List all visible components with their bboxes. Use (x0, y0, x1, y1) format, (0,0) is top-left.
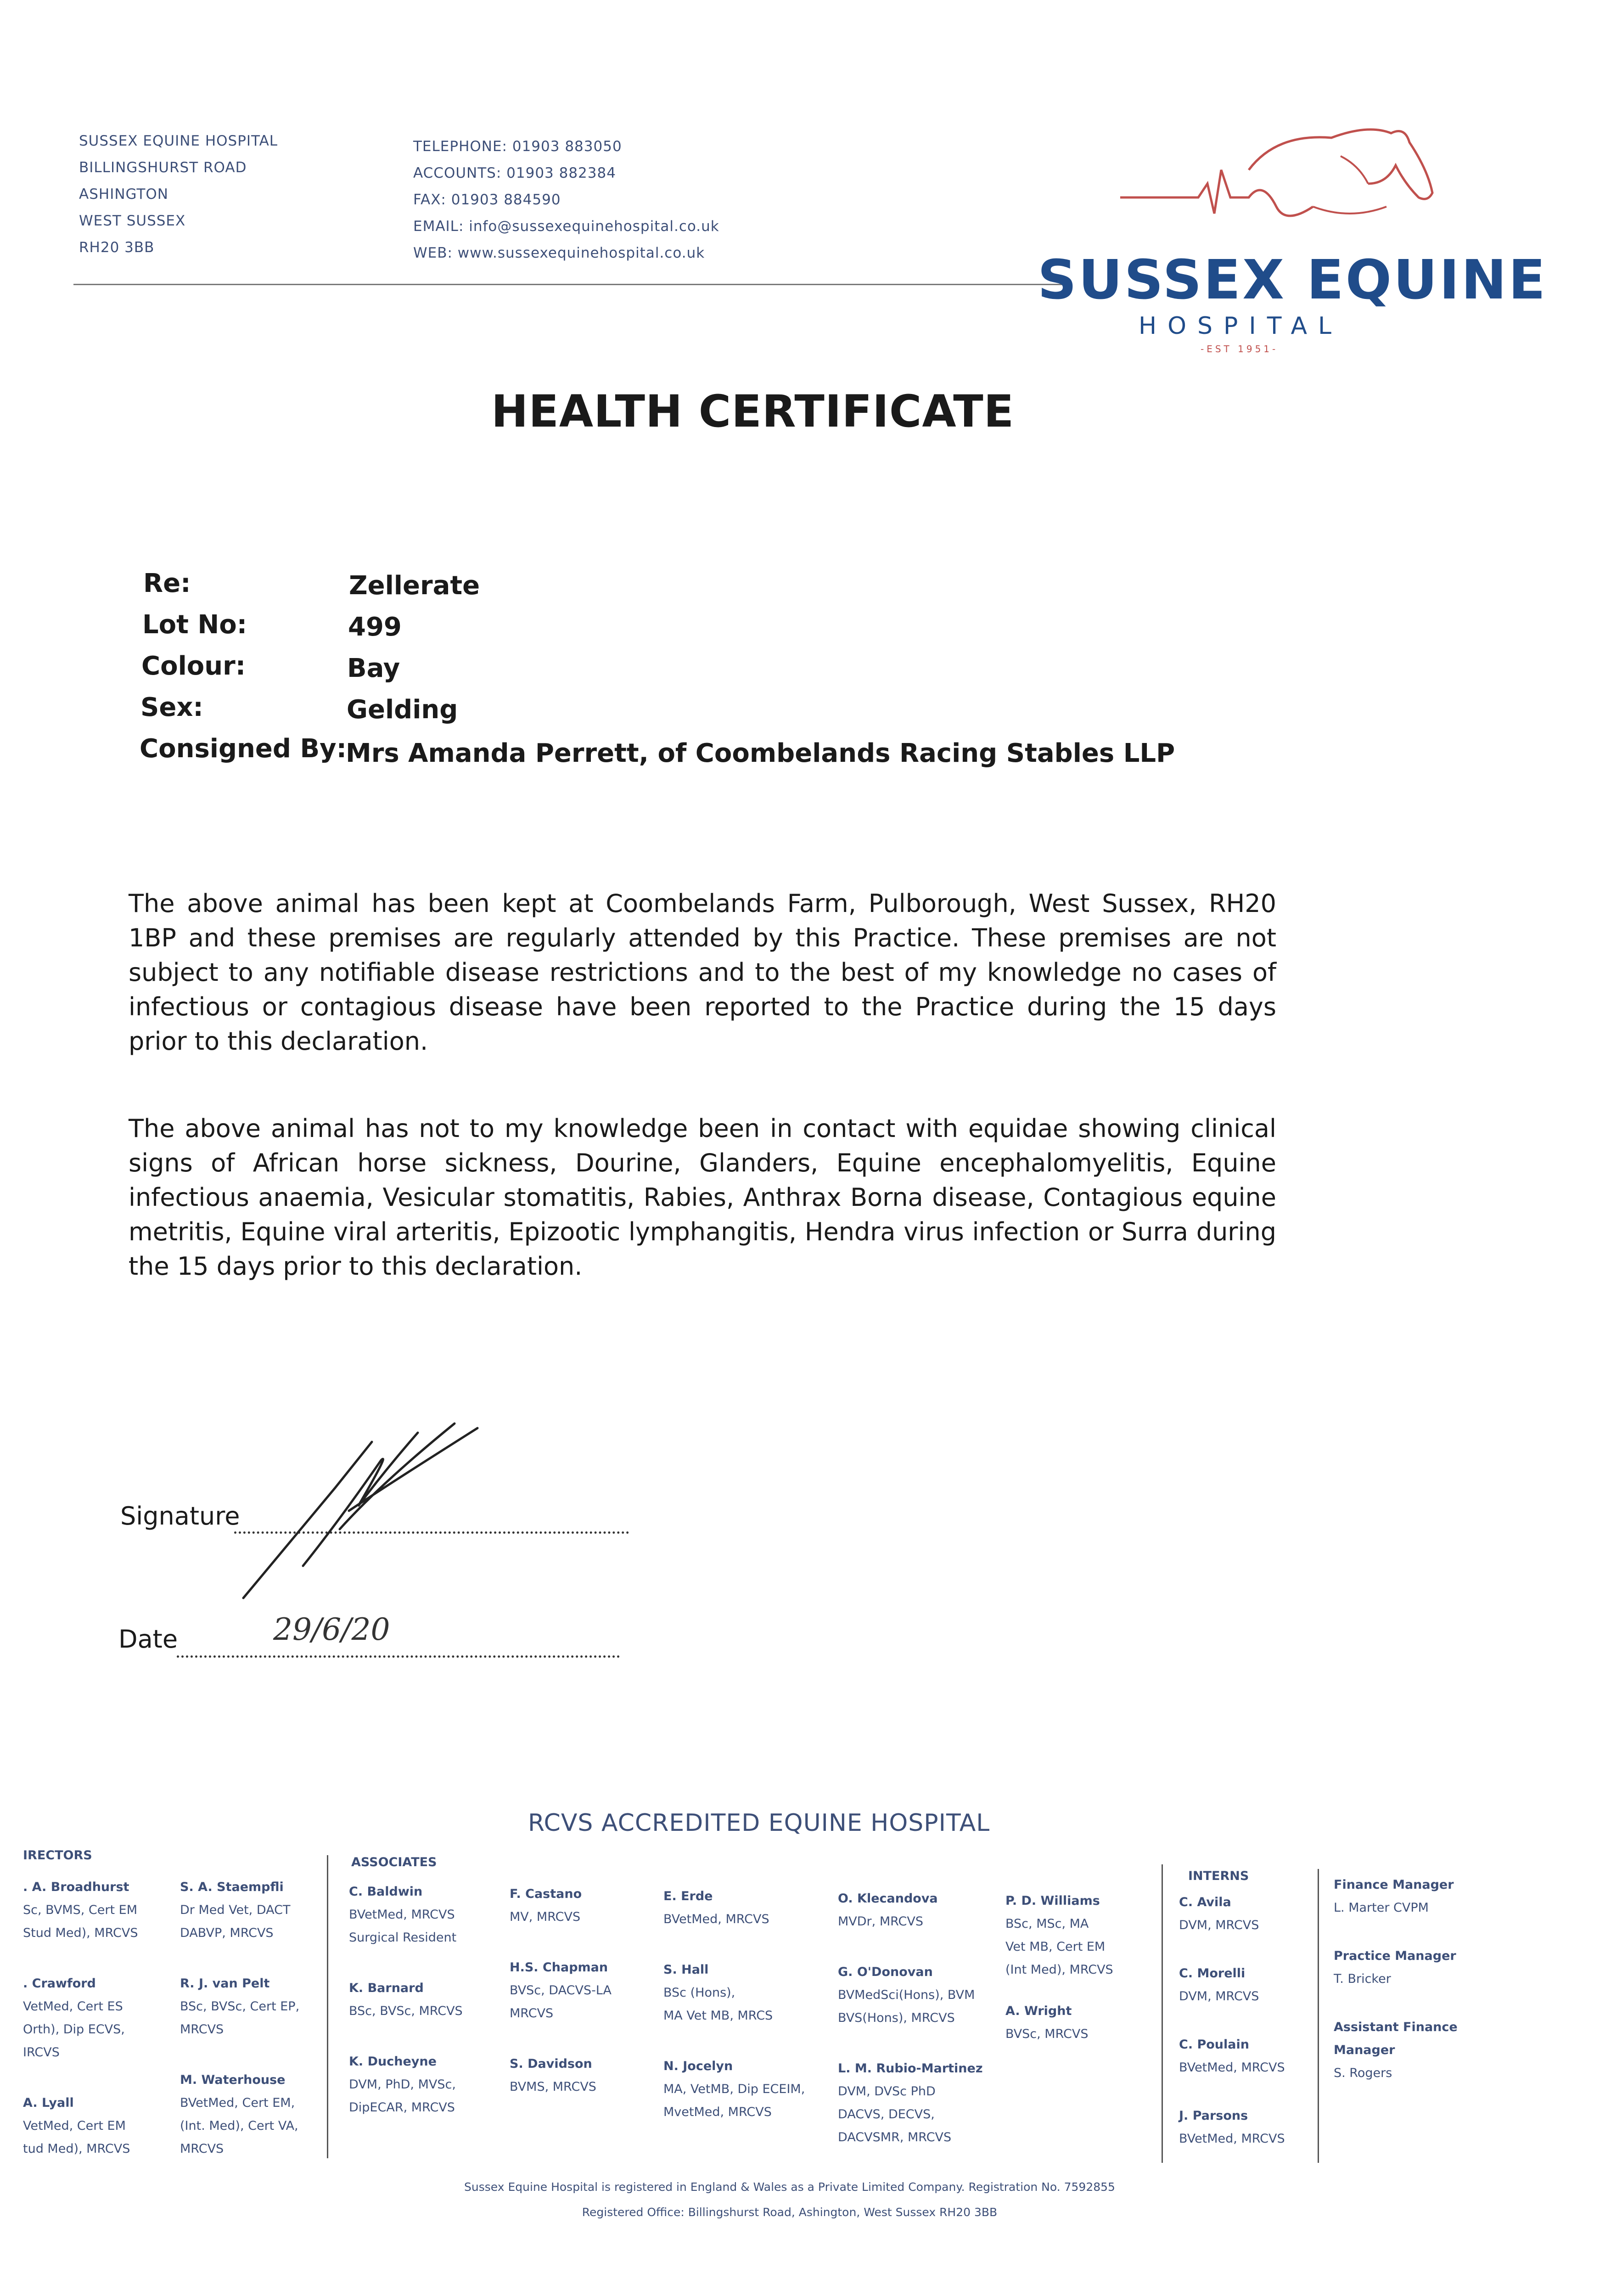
staff-quals: BSc, BVSc, MRCVS (349, 2004, 463, 2018)
staff-quals: tud Med), MRCVS (23, 2142, 130, 2156)
telephone: TELEPHONE: 01903 883050 (413, 138, 622, 155)
staff-name: P. D. Williams (1005, 1894, 1100, 1908)
footer-divider (327, 1855, 328, 2158)
staff-name: L. Marter CVPM (1334, 1901, 1429, 1915)
staff-quals: BVSc, DACVS-LA (510, 1983, 612, 1998)
management-col (1334, 1874, 1471, 2085)
staff-name: E. Erde (663, 1889, 713, 1903)
staff-name: S. Davidson (510, 2057, 592, 2071)
staff-quals: DACVS, DECVS, (838, 2107, 935, 2122)
footer-divider (1318, 1869, 1319, 2163)
staff-quals: DipECAR, MRCVS (349, 2100, 455, 2115)
staff-name: K. Barnard (349, 1981, 424, 1995)
staff-quals: MRCVS (180, 2142, 224, 2156)
staff-quals: DABVP, MRCVS (180, 1926, 274, 1940)
detail-label-consigned: Consigned By: (140, 734, 347, 764)
registered-office-line: Registered Office: Billingshurst Road, Ashington, West Sussex RH20 3BB (582, 2206, 998, 2219)
staff-quals: BVetMed, MRCVS (663, 1912, 769, 1926)
staff-name: L. M. Rubio-Martinez (838, 2061, 983, 2076)
staff-quals: Stud Med), MRCVS (23, 1926, 138, 1940)
staff-quals: DVM, DVSc PhD (838, 2084, 936, 2099)
detail-value-lot: 499 (348, 612, 402, 642)
associates-col-5 (1005, 1890, 1113, 2046)
detail-value-consigned: Mrs Amanda Perrett, of Coombelands Racing Stables LLP (346, 738, 1175, 768)
staff-quals: VetMed, Cert ES (23, 1999, 123, 2014)
page-title: HEALTH CERTIFICATE (491, 386, 1015, 437)
staff-quals: (Int. Med), Cert VA, (180, 2119, 298, 2133)
accreditation-heading: RCVS ACCREDITED EQUINE HOSPITAL (528, 1809, 990, 1837)
logo-established: -EST 1951- (1201, 343, 1279, 355)
staff-quals: BVetMed, MRCVS (1179, 2060, 1285, 2075)
detail-label-lot: Lot No: (142, 610, 247, 640)
header-rule (73, 284, 1070, 285)
staff-quals: DVM, PhD, MVSc, (349, 2077, 456, 2092)
staff-name: C. Avila (1179, 1895, 1231, 1909)
staff-quals: MA Vet MB, MRCS (663, 2009, 773, 2023)
footer-divider (1162, 1864, 1163, 2163)
interns-col (1179, 1891, 1285, 2150)
date-value: 29/6/20 (273, 1612, 390, 1647)
staff-quals: MRCVS (180, 2022, 224, 2037)
staff-quals: MA, VetMB, Dip ECEIM, (663, 2082, 805, 2096)
associates-heading: ASSOCIATES (351, 1855, 437, 1869)
logo-subtitle: HOSPITAL (1139, 312, 1343, 340)
staff-quals: IRCVS (23, 2045, 60, 2060)
staff-quals: BSc (Hons), (663, 1986, 735, 2000)
horse-heartbeat-logo-icon (1111, 115, 1442, 253)
signature-label: Signature (120, 1502, 240, 1531)
staff-quals: BSc, MSc, MA (1005, 1917, 1089, 1931)
staff-quals: BVetMed, MRCVS (349, 1908, 455, 1922)
address-line: WEST SUSSEX (79, 213, 186, 229)
interns-heading: INTERNS (1188, 1869, 1249, 1883)
associates-col-4 (838, 1887, 983, 2149)
staff-quals: MVDr, MRCVS (838, 1914, 923, 1929)
staff-name: . Crawford (23, 1976, 96, 1991)
staff-quals: DVM, MRCVS (1179, 1989, 1259, 2003)
staff-name: H.S. Chapman (510, 1960, 608, 1975)
staff-role: Practice Manager (1334, 1949, 1456, 1963)
staff-quals: Orth), Dip ECVS, (23, 2022, 125, 2037)
staff-quals: BVMedSci(Hons), BVM (838, 1988, 975, 2002)
fax: FAX: 01903 884590 (413, 191, 561, 208)
staff-quals: Dr Med Vet, DACT (180, 1903, 291, 1917)
email: EMAIL: info@sussexequinehospital.co.uk (413, 218, 719, 235)
staff-quals: DACVSMR, MRCVS (838, 2130, 952, 2144)
staff-quals: Sc, BVMS, Cert EM (23, 1903, 137, 1917)
staff-name: M. Waterhouse (180, 2073, 286, 2087)
staff-quals: MV, MRCVS (510, 1910, 581, 1924)
staff-name: F. Castano (510, 1887, 582, 1901)
staff-name: O. Klecandova (838, 1891, 938, 1906)
staff-quals: BVetMed, Cert EM, (180, 2096, 295, 2110)
staff-name: R. J. van Pelt (180, 1976, 270, 1991)
staff-quals: Vet MB, Cert EM (1005, 1940, 1106, 1954)
registration-line: Sussex Equine Hospital is registered in England & Wales as a Private Limited Company. Registration No. 7592855 (464, 2180, 1115, 2194)
address-line: RH20 3BB (79, 239, 155, 256)
staff-name: T. Bricker (1334, 1972, 1391, 1986)
hospital-contact (413, 133, 719, 266)
website: WEB: www.sussexequinehospital.co.uk (413, 245, 705, 261)
directors-col-2 (180, 1876, 299, 2161)
staff-name: G. O'Donovan (838, 1965, 933, 1979)
staff-name: S. Rogers (1334, 2066, 1392, 2080)
staff-role: Assistant Finance Manager (1334, 2020, 1458, 2057)
declaration-paragraph: The above animal has been kept at Coombelands Farm, Pulborough, West Sussex, RH20 1BP and these premises are regularly attended by this Practice. These premises are not subject to any notifiable disease restrictions and to the best of my knowledge no cases of infectious or contagious disease have been reported to the Practice during the 15 days prior to this declaration. (129, 889, 1276, 1056)
staff-role: Finance Manager (1334, 1878, 1454, 1892)
staff-name: C. Poulain (1179, 2037, 1249, 2052)
contact-declaration-paragraph: The above animal has not to my knowledge been in contact with equidae showing clinical signs of African horse sickness, Dourine, Glanders, Equine encephalomyelitis, Equine infectious anaemia, Vesicular stomatitis, Rabies, Anthrax Borna disease, Contagious equine metritis, Equine viral arteritis, Epizootic lymphangitis, Hendra virus infection or Surra during the 15 days prior to this declaration. (129, 1114, 1276, 1281)
staff-quals: DVM, MRCVS (1179, 1918, 1259, 1932)
staff-name: S. Hall (663, 1963, 709, 1977)
detail-label-sex: Sex: (140, 692, 203, 722)
staff-name: S. A. Staempfli (180, 1880, 284, 1894)
hospital-address (79, 128, 278, 261)
staff-quals: BVetMed, MRCVS (1179, 2132, 1285, 2146)
staff-quals: BVSc, MRCVS (1005, 2027, 1089, 2041)
staff-quals: VetMed, Cert EM (23, 2119, 126, 2133)
accounts-phone: ACCOUNTS: 01903 882384 (413, 165, 616, 181)
associates-col-1 (349, 1880, 463, 2119)
staff-name: J. Parsons (1179, 2109, 1248, 2123)
staff-name: C. Baldwin (349, 1885, 423, 1899)
address-line: SUSSEX EQUINE HOSPITAL (79, 133, 278, 149)
directors-col-1 (23, 1876, 138, 2161)
detail-value-re: Zellerate (349, 571, 480, 601)
staff-name: . A. Broadhurst (23, 1880, 129, 1894)
staff-name: K. Ducheyne (349, 2054, 437, 2069)
staff-name: N. Jocelyn (663, 2059, 733, 2073)
detail-value-colour: Bay (347, 653, 400, 683)
detail-value-sex: Gelding (347, 695, 458, 725)
staff-quals: BSc, BVSc, Cert EP, (180, 1999, 300, 2014)
directors-heading: IRECTORS (23, 1848, 92, 1863)
staff-quals: BVS(Hons), MRCVS (838, 2011, 955, 2025)
address-line: BILLINGSHURST ROAD (79, 159, 247, 176)
date-line (177, 1655, 620, 1658)
staff-quals: BVMS, MRCVS (510, 2080, 596, 2094)
address-line: ASHINGTON (79, 186, 168, 203)
staff-quals: MvetMed, MRCVS (663, 2105, 772, 2119)
date-label: Date (118, 1625, 178, 1654)
associates-col-2 (510, 1883, 612, 2099)
staff-quals: Surgical Resident (349, 1930, 457, 1945)
staff-name: C. Morelli (1179, 1966, 1246, 1981)
detail-label-colour: Colour: (141, 651, 246, 681)
staff-quals: MRCVS (510, 2006, 554, 2020)
associates-col-3 (663, 1885, 805, 2124)
staff-quals: (Int Med), MRCVS (1005, 1963, 1113, 1977)
detail-label-re: Re: (143, 568, 191, 598)
staff-name: A. Wright (1005, 2004, 1072, 2018)
logo-name: SUSSEX EQUINE (1038, 248, 1548, 311)
staff-name: A. Lyall (23, 2096, 74, 2110)
signature-scribble (234, 1414, 528, 1607)
